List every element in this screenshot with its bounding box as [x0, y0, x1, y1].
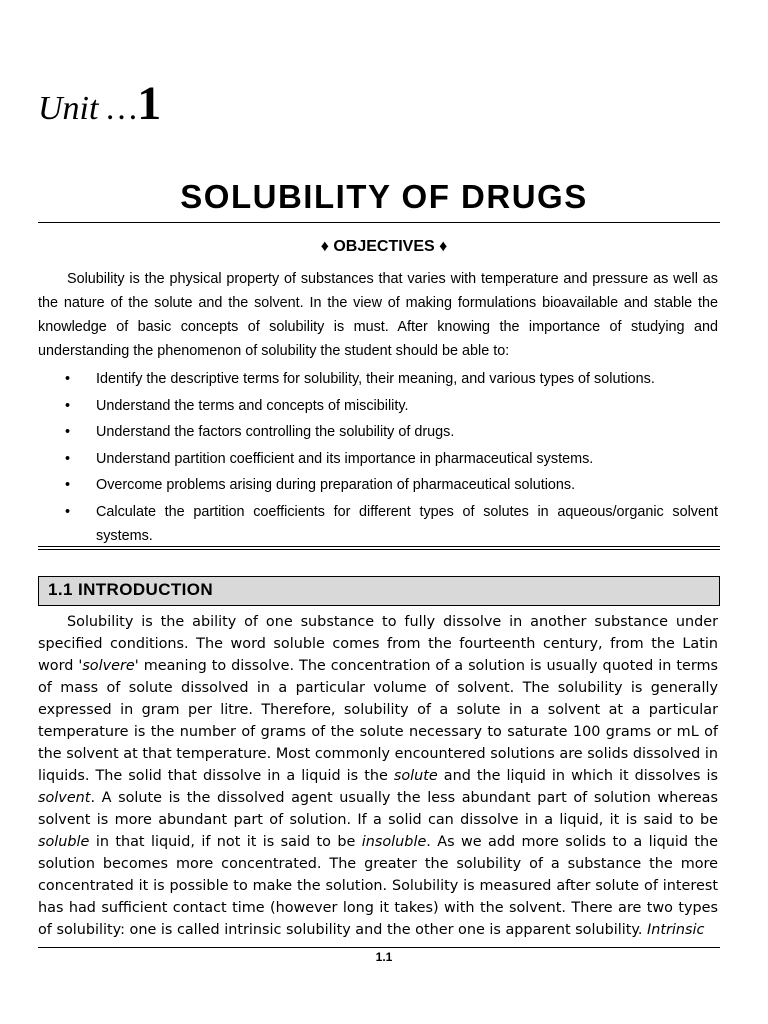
list-item-text: Understand the terms and concepts of miscibility. [96, 397, 409, 414]
list-item [38, 420, 718, 444]
list-item-text: Understand partition coefficient and its importance in pharmaceutical systems. [96, 450, 594, 467]
italic-term: soluble [38, 834, 90, 850]
text-run: . As we add more solids to a liquid the solution becomes more concentrated. The greater the solubility of a substance the more concentrated it is possible to make the solution. Solubility is measured after solute of interest has had sufficient contact time (however long it takes) with the solvent. There are two types of solubility: one is called intrinsic solubility and the other one is apparent solubility. [38, 834, 718, 938]
objectives-list [38, 367, 718, 551]
italic-term: Intrinsic [646, 922, 705, 938]
list-item [38, 500, 718, 548]
list-item-text: Understand the factors controlling the solubility of drugs. [96, 424, 455, 441]
list-item [38, 447, 718, 471]
bullet-icon: • [65, 477, 71, 494]
text-run: in that liquid, if not it is said to be [89, 834, 362, 850]
bullet-icon: • [65, 503, 71, 520]
footer-rule [38, 947, 720, 948]
objectives-rule-bottom [38, 549, 720, 550]
unit-heading [38, 74, 161, 139]
objectives-paragraph [38, 267, 718, 363]
unit-label: Unit … [38, 90, 138, 127]
page-number: 1.1 [375, 950, 393, 964]
bullet-icon: • [65, 450, 71, 467]
text-run: ' meaning to dissolve. The concentration of a solution is usually quoted in terms of mass of solute dissolved in a particular volume of solvent. The solubility is generally expressed in gram per litre. Therefore, solubility of a solute in a solvent at a particular temperature is the number of grams of the solute necessary to saturate 100 grams or mL of the solvent at that temperature. Most commonly encountered solutions are solids dissolved in liquids. The solid that dissolve in a liquid is the [38, 658, 718, 784]
italic-term: solvent [38, 790, 91, 806]
text-run: . A solute is the dissolved agent usually the less abundant part of solution whereas solvent is more abundant part of solution. If a solid can dissolve in a liquid, it is said to be [38, 790, 718, 828]
section-heading: 1.1 INTRODUCTION [48, 580, 214, 599]
list-item-text: Calculate the partition coefficients for different types of solutes in aqueous/organic solvent systems. [96, 503, 718, 544]
text-run: and the liquid in which it dissolves is [437, 768, 718, 784]
bullet-icon: • [65, 397, 71, 414]
title-rule [38, 222, 720, 223]
list-item [38, 473, 718, 497]
list-item [38, 367, 718, 391]
introduction-paragraph [38, 611, 718, 941]
unit-number: 1 [137, 77, 162, 130]
bullet-icon: • [65, 371, 71, 387]
section-heading-box [38, 576, 720, 606]
list-item-text: Overcome problems arising during preparation of pharmaceutical solutions. [96, 477, 576, 494]
objectives-rule-top [38, 546, 720, 547]
list-item-text: Identify the descriptive terms for solubility, their meaning, and various types of solutions. [96, 371, 655, 387]
objectives-paragraph-text: Solubility is the physical property of substances that varies with temperature and pressure as well as the nature of the solute and the solvent. In the view of making formulations bioavailable and stable the knowledge of basic concepts of solubility is must. After knowing the importance of studying and understanding the phenomenon of solubility the student should be able to: [38, 271, 718, 359]
objectives-heading: ♦ OBJECTIVES ♦ [320, 238, 448, 255]
chapter-title: SOLUBILITY OF DRUGS [180, 178, 588, 215]
italic-term: insoluble [361, 834, 427, 850]
list-item [38, 394, 718, 418]
text-run: Solubility is the ability of one substance to fully dissolve in another substance under specified conditions. The word soluble comes from the fourteenth century, from the Latin word ' [38, 614, 718, 674]
italic-term: solvere [82, 658, 135, 674]
bullet-icon: • [65, 424, 71, 441]
italic-term: solute [393, 768, 438, 784]
